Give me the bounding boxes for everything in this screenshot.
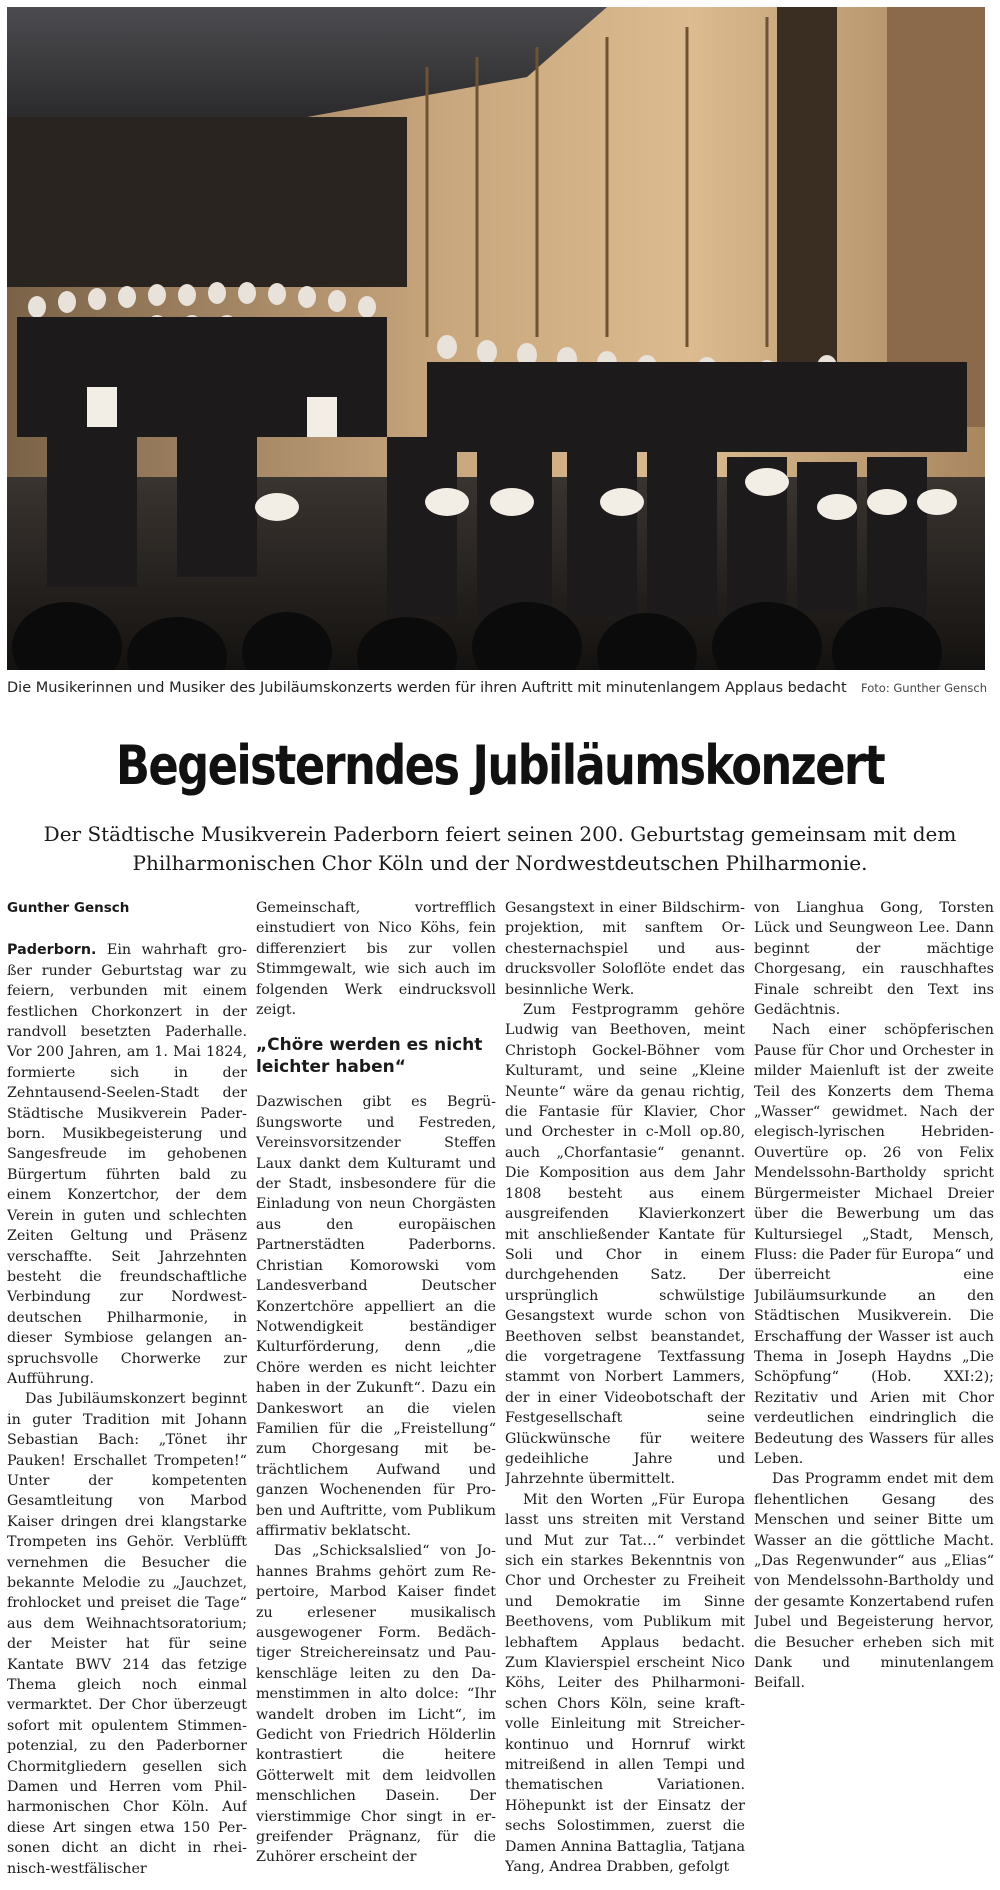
concert-photo <box>7 7 985 670</box>
paragraph-1-text: Ein wahrhaft großer runder Geburtstag war zu feiern, verbunden mit einem festlichen Chorkonzert in der randvoll besetzten Paderhalle. Vor 200 Jahren, am 1. Mai 1824, formierte sich in der Zehntausend-Seelen-Stadt der Städtische Musikverein Paderborn. Musikbegeisterung und Sangesfreude im gehobenen Bürgertum führten bald zu einem Konzertchor, der dem Verein in guten und schlechten Zeiten Geltung und Präsenz verschaffte. Seit Jahrzehnten besteht die freundschaftliche Verbindung zur Nordwestdeutschen Philharmonie, in dieser Symbiose gelangen anspruchsvolle Chorwerke zur Aufführung. <box>7 942 247 1387</box>
paragraph-2-continued: Gemeinschaft, vortrefflich einstudiert von Nico Köhs, fein differenziert bis zur vollen Stimmgewalt, wie sich auch im folgenden Werk eindrucksvoll zeigt. <box>256 900 496 1019</box>
paragraph-7: Nach einer schöpferischen Pause für Chor und Orchester in milder Maienluft ist der zweite Teil des Konzerts dem Thema „Wasser“ gewidmet. Nach der elegisch-lyrischen Hebriden-Ouvertüre op. 26 von Felix Mendelssohn-Bartholdy spricht Bürgermeister Michael Dreier über die Bewerbung um das Kultursiegel „Stadt, Mensch, Fluss: die Pader für Europa“ und überreicht eine Jubiläumsurkunde an den Städtischen Musikverein. Die Erschaffung der Wasser ist auch Thema in Joseph Haydns „Die Schöpfung“ (Hob. XXI:2); Rezitativ und Arien mit Chor verdeutlichen eindringlich die Bedeutung des Wassers für alles Leben. <box>754 1022 994 1467</box>
paragraph-6: Mit den Worten „Für Europa lasst uns streiten mit Verstand und Mut zur Tat…“ verbindet sich ein starkes Bekenntnis von Chor und Orchester zu Freiheit und Demokratie im Sinne Beethovens, vom Publikum mit lebhaftem Applaus bedacht. Zum Klavierspiel erscheint Nico Köhs, Leiter des Philharmonischen Chors Köln, seine kraftvolle Einleitung mit Streicherkontinuo und Hornruf wirkt mitreißend in allen Tempi und thematischen Variationen. Höhepunkt ist der Einsatz der sechs Solostimmen, zuerst die Damen Annina Battaglia, Tatjana Yang, Andrea Drabben, gefolgt <box>505 1491 745 1876</box>
dateline: Paderborn. <box>7 942 97 959</box>
paragraph-1 <box>7 940 247 1389</box>
paragraph-3: Dazwischen gibt es Begrüßungsworte und Festreden, Vereinsvorsitzender Steffen Laux dankt dem Kulturamt und der Stadt, insbesondere für die Einladung von neun Chorgästen aus den europäischen Partnerstädten Paderborns. Christian Komorowski vom Landesverband Deutscher Konzertchöre appelliert an die Notwendigkeit beständiger Kulturförderung, denn „die Chöre werden es nicht leichter haben in der Zukunft“. Dazu ein Dankeswort an die vielen Familien für die „Freistellung“ zum Chorgesang mit beträchtlichem Aufwand und ganzen Wochenenden für Proben und Auftritte, vom Publikum affirmativ beklatscht. <box>256 1094 496 1539</box>
subheading: „Chöre werden es nicht leichter haben“ <box>256 1035 483 1078</box>
photo-credit: Foto: Gunther Gensch <box>861 681 987 695</box>
photo-caption <box>7 676 987 700</box>
paragraph-4: Das „Schicksalslied“ von Johannes Brahms gehört zum Repertoire, Marbod Kaiser findet zu erlesener musikalisch ausgewogener Form. Bedächtiger Streichereinsatz und Paukenschläge leiten zu den Damenstimmen in alto dolce: “Ihr wandelt droben im Licht“, im Gedicht von Friedrich Hölderlin kontrastiert die heitere Götterwelt mit dem leidvollen menschlichen Dasein. Der vierstimmige Chor singt in ergreifender Prägnanz, für die Zuhörer erscheint der <box>256 1543 496 1866</box>
article-column-4 <box>754 898 994 1883</box>
headline: Begeisterndes Jubiläumskonzert <box>115 734 885 797</box>
article-column-1 <box>7 898 247 1883</box>
subheadline: Der Städtische Musikverein Paderborn feiert seinen 200. Geburtstag gemeinsam mit dem Philharmonischen Chor Köln und der Nordwestdeutschen Philharmonie. <box>43 822 957 875</box>
paragraph-5: Zum Festprogramm gehöre Ludwig van Beethoven, meint Christoph Gockel-Böhner vom Kulturamt, und seine „Kleine Neunte“ wäre da genau richtig, die Fantasie für Klavier, Chor und Orchester in c-Moll op.80, auch „Chorfantasie“ genannt. Die Komposition aus dem Jahr 1808 besteht aus einem ausgreifenden Klavierkonzert mit anschließender Kantate für Soli und Chor in einem durchgehenden Satz. Der ursprünglich schwülstige Gesangstext wurde schon von Beethoven selbst beanstandet, die vorgetragene Textfassung stammt von Norbert Lammers, der in einer Videobotschaft der Festgesellschaft seine Glückwünsche für weitere gedeihliche Jahre und Jahrzehnte übermittelt. <box>505 1002 745 1488</box>
article-column-2 <box>256 898 496 1883</box>
paragraph-8: Das Programm endet mit dem flehentlichen Gesang des Menschen und seiner Bitte um Wasser an die göttliche Macht. „Das Regenwunder“ aus „Elias“ von Mendelssohn-Bartholdy und der gesamte Konzertabend rufen Jubel und Begeisterung hervor, die Besucher erheben sich mit Dank und minutenlangem Beifall. <box>754 1471 994 1692</box>
concert-photo-illustration <box>7 7 985 670</box>
paragraph-2: Das Jubiläumskonzert beginnt in guter Tradition mit Johann Sebastian Bach: „Tönet ihr Pauken! Erschallet Trompeten!“ Unter der kompetenten Gesamtleitung von Marbod Kaiser dringen drei klangstarke Trompeten ins Gehör. Verblüfft vernehmen die Besucher die bekannte Melodie zu „Jauchzet, frohlocket und preiset die Tage“ aus dem Weihnachtsoratorium; der Meister hat für seine Kantate BWV 214 das fetzige Thema gleich noch einmal vermarktet. Der Chor überzeugt sofort mit opulentem Stimmenpotenzial, zu den Paderborner Chormitgliedern gesellen sich Damen und Herren vom Philharmonischen Chor Köln. Auf diese Art singen etwa 150 Personen dicht an dicht in rheinisch-westfälischer <box>7 1391 247 1877</box>
author-byline: Gunther Gensch <box>7 900 130 916</box>
caption-text: Die Musikerinnen und Musiker des Jubiläumskonzerts werden für ihren Auftritt mit minutenlangem Applaus bedacht <box>7 680 847 696</box>
paragraph-4-continued: Gesangstext in einer Bildschirmprojektion, mit sanftem Orchesternachspiel und ausdrucksvoller Soloflöte endet das besinnliche Werk. <box>505 900 745 998</box>
paragraph-6-continued: von Lianghua Gong, Torsten Lück und Seungweon Lee. Dann beginnt der mächtige Chorgesang, ein rauschhaftes Finale schreibt den Text ins Gedächtnis. <box>754 900 994 1019</box>
article-column-3 <box>505 898 745 1883</box>
